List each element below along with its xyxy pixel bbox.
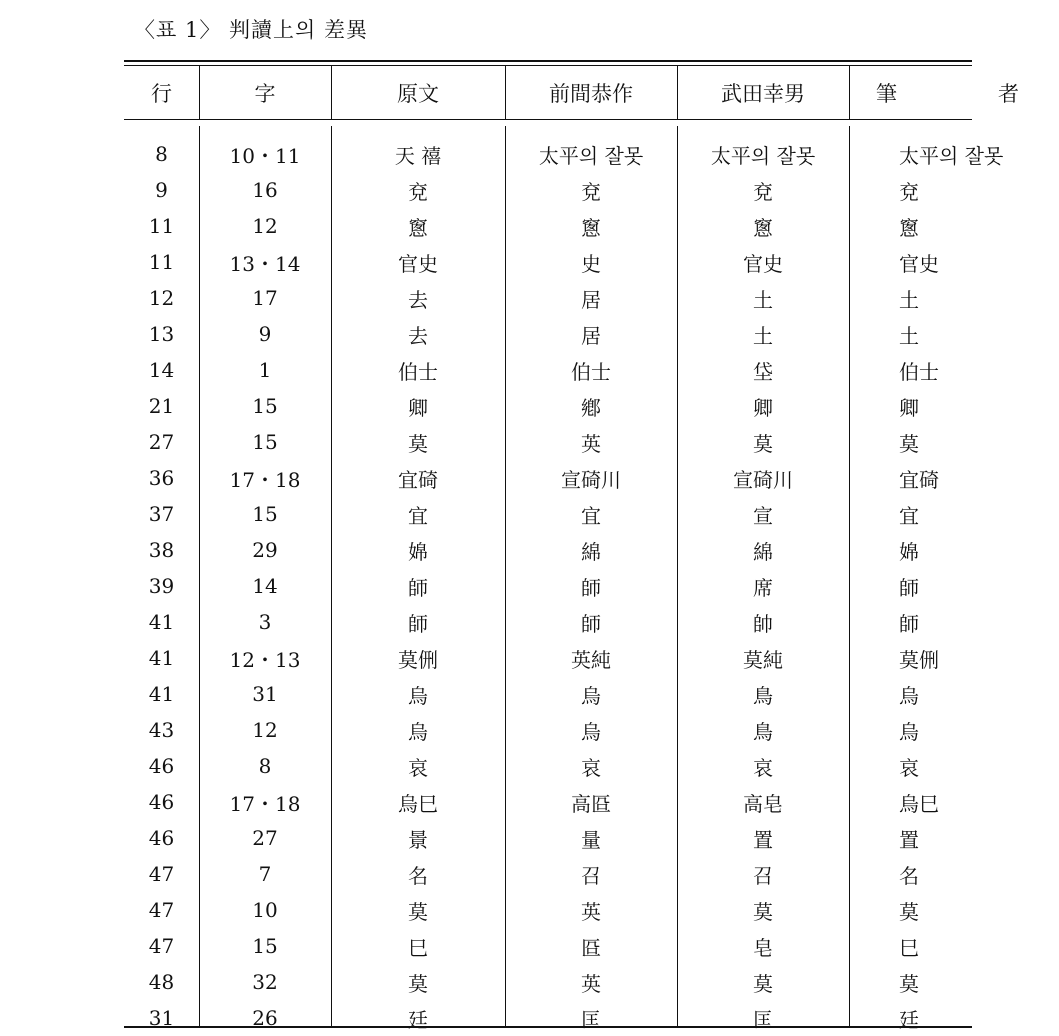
original-cell: 窻 [408,215,428,240]
header-maema: 前間恭作 [549,81,633,106]
author-cell: 置 [899,827,919,852]
original-cell: 官史 [398,251,438,276]
line-cell: 31 [148,1006,175,1030]
char-cell: 17・18 [229,791,301,816]
takeda-cell: 官史 [743,251,783,276]
char-cell: 12 [252,718,278,742]
original-cell: 宜碕 [398,467,438,492]
author-cell: 土 [899,323,919,348]
char-cell: 10 [252,898,278,922]
original-cell: 名 [408,863,428,888]
maema-cell: 哀 [581,755,601,780]
author-cell: 窻 [899,215,919,240]
line-cell: 38 [148,538,175,562]
header-original: 原文 [397,81,439,106]
author-cell: 婂 [899,539,919,564]
char-cell: 14 [252,574,278,598]
maema-cell: 宣碕川 [561,467,621,492]
line-cell: 41 [148,682,175,706]
line-cell: 14 [148,358,175,382]
takeda-cell: 帥 [753,611,773,636]
table-row [124,676,972,712]
header-char: 字 [254,81,276,106]
takeda-cell: 莫 [753,431,773,456]
maema-cell: 㔯 [581,935,601,960]
maema-cell: 匡 [581,1007,601,1032]
line-cell: 11 [148,214,175,238]
maema-cell: 英 [581,899,601,924]
author-cell: 伯士 [899,359,939,384]
original-cell: 宜 [408,503,428,528]
author-cell: 莫侀 [899,647,939,672]
takeda-cell: 皂 [753,935,773,960]
line-cell: 48 [148,970,175,994]
original-cell: 卿 [408,395,428,420]
takeda-cell: 召 [753,863,773,888]
table-row [124,208,972,244]
table-row [124,460,972,496]
takeda-cell: 莫純 [743,647,783,672]
table-row [124,316,972,352]
line-cell: 43 [148,718,175,742]
line-cell: 27 [148,430,175,454]
maema-cell: 綿 [581,539,601,564]
line-cell: 13 [148,322,175,346]
original-cell: 廷 [408,1007,428,1032]
table-row [124,640,972,676]
takeda-cell: 莫 [753,971,773,996]
line-cell: 47 [148,862,175,886]
maema-cell: 烏 [581,719,601,744]
table-row [124,532,972,568]
author-cell: 烏 [899,683,919,708]
original-cell: 巳 [408,935,428,960]
author-cell: 烏 [899,719,919,744]
original-cell: 婂 [408,539,428,564]
takeda-cell: 宣 [753,503,773,528]
table-row [124,856,972,892]
takeda-cell: 莫 [753,899,773,924]
author-cell: 哀 [899,755,919,780]
line-cell: 11 [148,250,175,274]
table-row [124,352,972,388]
char-cell: 17・18 [229,467,301,492]
line-cell: 47 [148,898,175,922]
table-row [124,1000,972,1036]
char-cell: 15 [252,394,278,418]
takeda-cell: 綿 [753,539,773,564]
author-cell: 官史 [899,251,939,276]
char-cell: 29 [252,538,278,562]
takeda-cell: 席 [753,575,773,600]
char-cell: 7 [258,862,272,886]
author-cell: 烏巳 [899,791,939,816]
maema-cell: 師 [581,575,601,600]
maema-cell: 量 [581,827,601,852]
takeda-cell: 宣碕川 [733,467,793,492]
takeda-cell: 窻 [753,215,773,240]
author-cell: 宜碕 [899,467,939,492]
line-cell: 8 [155,142,168,166]
maema-cell: 師 [581,611,601,636]
line-cell: 37 [148,502,175,526]
table-row [124,244,972,280]
line-cell: 36 [148,466,175,490]
header-line: 行 [151,81,172,106]
header-rule [124,119,972,120]
table-row [124,568,972,604]
maema-cell: 伯士 [571,359,611,384]
original-cell: 㬌 [408,827,428,852]
original-cell: 莫 [408,431,428,456]
maema-cell: 鄕 [581,395,601,420]
takeda-cell: 土 [753,323,773,348]
maema-cell: 烏 [581,683,601,708]
author-cell: 土 [899,287,919,312]
line-cell: 47 [148,934,175,958]
char-cell: 1 [258,358,272,382]
maema-cell: 居 [581,323,601,348]
table-row [124,820,972,856]
maema-cell: 太平의 잘못 [538,143,644,168]
line-cell: 9 [155,178,168,202]
table-header-row [124,66,1059,119]
table-row [124,892,972,928]
table-row [124,964,972,1000]
char-cell: 10・11 [229,143,301,168]
table-row [124,784,972,820]
original-cell: 莫 [408,899,428,924]
maema-cell: 英 [581,431,601,456]
author-cell: 師 [899,575,919,600]
char-cell: 16 [252,178,278,202]
maema-cell: 兗 [581,179,601,204]
takeda-cell: 鳥 [753,683,773,708]
line-cell: 46 [148,826,175,850]
char-cell: 15 [252,430,278,454]
table-row [124,712,972,748]
table-row [124,748,972,784]
original-cell: 莫侀 [398,647,438,672]
maema-cell: 高㔯 [571,791,611,816]
table-row [124,280,972,316]
author-cell: 廷 [899,1007,919,1032]
original-cell: 天 禧 [394,143,442,168]
char-cell: 12 [252,214,278,238]
line-cell: 41 [148,610,175,634]
original-cell: 師 [408,575,428,600]
table-row [124,604,972,640]
takeda-cell: 兗 [753,179,773,204]
original-cell: 烏巳 [398,791,438,816]
original-cell: 哀 [408,755,428,780]
char-cell: 15 [252,502,278,526]
table-body [124,136,1004,1036]
line-cell: 12 [148,286,175,310]
maema-cell: 召 [581,863,601,888]
takeda-cell: 高皂 [743,791,783,816]
char-cell: 13・14 [229,251,301,276]
original-cell: 莫 [408,971,428,996]
original-cell: 伯士 [398,359,438,384]
line-cell: 39 [148,574,175,598]
original-cell: 烏 [408,683,428,708]
takeda-cell: 匡 [753,1007,773,1032]
table-row [124,388,972,424]
author-cell: 師 [899,611,919,636]
char-cell: 12・13 [229,647,301,672]
author-cell: 莫 [899,971,919,996]
maema-cell: 英純 [571,647,611,672]
top-rule [124,60,972,62]
author-cell: 莫 [899,899,919,924]
header-author: 筆 者 [876,81,1059,106]
char-cell: 3 [258,610,272,634]
line-cell: 21 [148,394,175,418]
char-cell: 15 [252,934,278,958]
char-cell: 31 [252,682,278,706]
maema-cell: 居 [581,287,601,312]
author-cell: 巳 [899,935,919,960]
takeda-cell: 哀 [753,755,773,780]
takeda-cell: 垈 [753,359,773,384]
original-cell: 兗 [408,179,428,204]
takeda-cell: 卿 [753,395,773,420]
comparison-table [124,66,1059,1032]
table-caption: 〈표 1〉 判讀上의 差異 [134,18,368,42]
table-row [124,496,972,532]
original-cell: 去 [408,287,428,312]
maema-cell: 窻 [581,215,601,240]
author-cell: 宜 [899,503,919,528]
table-row [124,424,972,460]
author-cell: 名 [899,863,919,888]
author-cell: 兗 [899,179,919,204]
takeda-cell: 土 [753,287,773,312]
char-cell: 32 [252,970,278,994]
line-cell: 41 [148,646,175,670]
original-cell: 去 [408,323,428,348]
char-cell: 17 [252,286,278,310]
takeda-cell: 太平의 잘못 [710,143,816,168]
maema-cell: 宜 [581,503,601,528]
author-cell: 太平의 잘못 [899,143,1004,168]
author-cell: 莫 [899,431,919,456]
header-takeda: 武田幸男 [721,81,805,106]
original-cell: 師 [408,611,428,636]
char-cell: 26 [252,1006,278,1030]
maema-cell: 史 [581,251,601,276]
table-row [124,136,1004,172]
author-cell: 卿 [899,395,919,420]
takeda-cell: 鳥 [753,719,773,744]
original-cell: 烏 [408,719,428,744]
table-row [124,172,972,208]
maema-cell: 英 [581,971,601,996]
takeda-cell: 置 [753,827,773,852]
table-row [124,928,972,964]
char-cell: 9 [258,322,272,346]
char-cell: 8 [258,754,272,778]
line-cell: 46 [148,754,175,778]
line-cell: 46 [148,790,175,814]
char-cell: 27 [252,826,278,850]
